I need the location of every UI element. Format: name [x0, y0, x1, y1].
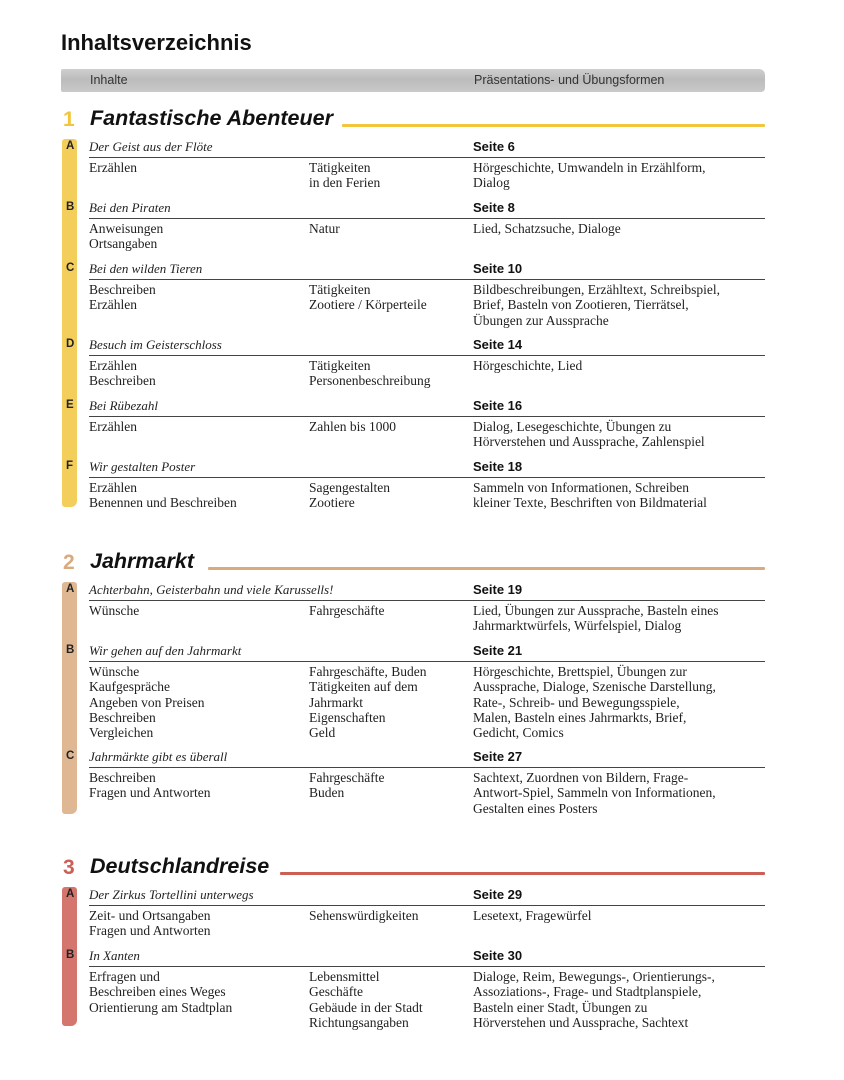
- text-line: Erzählen: [89, 160, 137, 175]
- unit-letter: A: [66, 140, 75, 152]
- text-line: kleiner Texte, Beschriften von Bildmaterial: [473, 495, 707, 511]
- text-line: Hörgeschichte, Brettspiel, Übungen zur: [473, 664, 687, 679]
- text-line: Dialog: [473, 175, 510, 191]
- text-line: Zeit- und Ortsangaben: [89, 908, 211, 923]
- text-line: Tätigkeiten: [309, 160, 371, 175]
- text-line: Assoziations-, Frage- und Stadtplanspiele,: [473, 984, 702, 1000]
- unit-vocabulary: [309, 664, 426, 740]
- text-line: Jahrmarkt: [309, 694, 363, 710]
- unit-exercise-forms: [473, 160, 706, 191]
- text-line: Sehenswürdigkeiten: [309, 908, 419, 923]
- text-line: Gedicht, Comics: [473, 725, 564, 741]
- chapter-number: 3: [63, 856, 75, 879]
- unit-exercise-forms: [473, 419, 705, 450]
- unit-exercise-forms: [473, 282, 720, 328]
- text-line: Benennen und Beschreiben: [89, 495, 237, 511]
- unit-letter: B: [66, 201, 75, 213]
- text-line: Antwort-Spiel, Sammeln von Informationen,: [473, 785, 716, 801]
- unit-vocabulary: [309, 419, 396, 434]
- unit-letter: A: [66, 583, 75, 595]
- unit-divider: [89, 661, 765, 662]
- unit-vocabulary: [309, 480, 390, 511]
- unit-title: Der Zirkus Tortellini unterwegs: [89, 887, 254, 902]
- text-line: Orientierung am Stadtplan: [89, 999, 233, 1015]
- text-line: Anweisungen: [89, 221, 164, 236]
- unit-vocabulary: [309, 908, 418, 923]
- unit-page-number: Seite 18: [473, 459, 523, 474]
- text-line: Hörverstehen und Aussprache, Zahlenspiel: [473, 434, 705, 450]
- text-line: Lied, Schatzsuche, Dialoge: [473, 221, 621, 236]
- text-line: Dialog, Lesegeschichte, Übungen zu: [473, 419, 672, 434]
- text-line: Jahrmarktwürfels, Würfelspiel, Dialog: [473, 618, 682, 634]
- text-line: Lied, Übungen zur Aussprache, Basteln eines: [473, 603, 719, 618]
- unit-divider: [89, 355, 765, 356]
- unit-contents: [89, 160, 137, 175]
- text-line: Beschreiben: [89, 282, 156, 297]
- chapter-rule: [208, 567, 765, 570]
- text-line: Erzählen: [89, 358, 137, 373]
- chapter-color-stripe: [62, 139, 77, 507]
- unit-vocabulary: [309, 282, 427, 313]
- unit-divider: [89, 477, 765, 478]
- text-line: Beschreiben: [89, 373, 156, 389]
- unit-title: Bei den wilden Tieren: [89, 261, 203, 276]
- unit-exercise-forms: [473, 358, 582, 373]
- text-line: Brief, Basteln von Zootieren, Tierrätsel,: [473, 297, 689, 313]
- unit-title: Der Geist aus der Flöte: [89, 139, 213, 154]
- unit-contents: [89, 358, 156, 389]
- unit-letter: A: [66, 888, 75, 900]
- unit-contents: [89, 770, 210, 801]
- unit-title: Bei Rübezahl: [89, 398, 158, 413]
- text-line: Tätigkeiten: [309, 358, 371, 373]
- unit-contents: [89, 664, 204, 740]
- chapter-title: Deutschlandreise: [90, 854, 270, 878]
- text-line: Zahlen bis 1000: [309, 419, 396, 434]
- text-line: Sagengestalten: [309, 480, 390, 495]
- unit-title: In Xanten: [89, 948, 140, 963]
- text-line: Fragen und Antworten: [89, 785, 211, 801]
- text-line: in den Ferien: [309, 175, 381, 191]
- unit-letter: C: [66, 262, 75, 274]
- unit-exercise-forms: [473, 770, 716, 816]
- unit-divider: [89, 416, 765, 417]
- text-line: Tätigkeiten auf dem: [309, 679, 418, 695]
- unit-divider: [89, 767, 765, 768]
- unit-vocabulary: [309, 221, 340, 236]
- unit-letter: B: [66, 949, 75, 961]
- unit-contents: [89, 480, 237, 511]
- chapter-number: 2: [63, 551, 75, 574]
- text-line: Erzählen: [89, 297, 137, 313]
- unit-page-number: Seite 30: [473, 948, 523, 963]
- unit-title: Jahrmärkte gibt es überall: [89, 749, 228, 764]
- column-header-bar: [61, 69, 765, 92]
- unit-page-number: Seite 21: [473, 643, 523, 658]
- text-line: Fragen und Antworten: [89, 923, 211, 939]
- unit-page-number: Seite 6: [473, 139, 515, 154]
- unit-title: Wir gehen auf den Jahrmarkt: [89, 643, 242, 658]
- text-line: Richtungsangaben: [309, 1014, 409, 1030]
- unit-divider: [89, 905, 765, 906]
- unit-page-number: Seite 10: [473, 261, 523, 276]
- unit-page-number: Seite 19: [473, 582, 523, 597]
- text-line: Hörverstehen und Aussprache, Sachtext: [473, 1014, 689, 1030]
- unit-contents: [89, 603, 139, 618]
- text-line: Bildbeschreibungen, Erzähltext, Schreibspiel,: [473, 282, 721, 297]
- text-line: Geschäfte: [309, 984, 363, 1000]
- unit-page-number: Seite 29: [473, 887, 523, 902]
- unit-contents: [89, 419, 137, 434]
- text-line: Sammeln von Informationen, Schreiben: [473, 480, 689, 495]
- unit-letter: B: [66, 644, 75, 656]
- unit-exercise-forms: [473, 969, 715, 1030]
- unit-divider: [89, 600, 765, 601]
- unit-divider: [89, 218, 765, 219]
- text-line: Zootiere / Körperteile: [309, 297, 427, 313]
- unit-vocabulary: [309, 770, 384, 801]
- text-line: Beschreiben: [89, 709, 156, 725]
- unit-vocabulary: [309, 358, 430, 389]
- text-line: Erzählen: [89, 480, 137, 495]
- text-line: Übungen zur Aussprache: [473, 312, 609, 328]
- chapter-title: Fantastische Abenteuer: [90, 106, 333, 130]
- unit-page-number: Seite 27: [473, 749, 523, 764]
- unit-contents: [89, 221, 163, 252]
- text-line: Beschreiben: [89, 770, 156, 785]
- unit-page-number: Seite 16: [473, 398, 523, 413]
- text-line: Eigenschaften: [309, 709, 386, 725]
- unit-divider: [89, 157, 765, 158]
- text-line: Malen, Basteln eines Jahrmarkts, Brief,: [473, 709, 687, 725]
- unit-letter: E: [66, 399, 74, 411]
- header-contents-label: Inhalte: [90, 73, 128, 87]
- text-line: Basteln einer Stadt, Übungen zu: [473, 999, 648, 1015]
- unit-vocabulary: [309, 160, 380, 191]
- unit-contents: [89, 282, 156, 313]
- text-line: Kaufgespräche: [89, 679, 170, 695]
- chapter-rule: [342, 124, 765, 127]
- unit-letter: C: [66, 750, 75, 762]
- text-line: Angeben von Preisen: [89, 694, 205, 710]
- text-line: Natur: [309, 221, 340, 236]
- text-line: Wünsche: [89, 603, 140, 618]
- unit-title: Achterbahn, Geisterbahn und viele Karussells!: [89, 582, 334, 597]
- text-line: Tätigkeiten: [309, 282, 371, 297]
- unit-exercise-forms: [473, 664, 716, 740]
- chapter-number: 1: [63, 108, 75, 131]
- page-title: Inhaltsverzeichnis: [61, 30, 252, 55]
- text-line: Wünsche: [89, 664, 140, 679]
- text-line: Hörgeschichte, Lied: [473, 358, 583, 373]
- text-line: Erzählen: [89, 419, 137, 434]
- text-line: Rate-, Schreib- und Bewegungsspiele,: [473, 694, 680, 710]
- text-line: Hörgeschichte, Umwandeln in Erzählform,: [473, 160, 706, 175]
- unit-letter: D: [66, 338, 75, 350]
- text-line: Beschreiben eines Weges: [89, 984, 226, 1000]
- text-line: Personenbeschreibung: [309, 373, 431, 389]
- unit-vocabulary: [309, 969, 423, 1030]
- text-line: Zootiere: [309, 495, 355, 511]
- unit-divider: [89, 966, 765, 967]
- unit-exercise-forms: [473, 908, 591, 923]
- unit-page-number: Seite 14: [473, 337, 523, 352]
- text-line: Dialoge, Reim, Bewegungs-, Orientierungs-,: [473, 969, 715, 984]
- text-line: Geld: [309, 725, 336, 741]
- text-line: Lebensmittel: [309, 969, 380, 984]
- unit-exercise-forms: [473, 221, 621, 236]
- unit-letter: F: [66, 460, 74, 472]
- text-line: Fahrgeschäfte: [309, 770, 385, 785]
- text-line: Fahrgeschäfte, Buden: [309, 664, 427, 679]
- text-line: Lesetext, Fragewürfel: [473, 908, 592, 923]
- unit-page-number: Seite 8: [473, 200, 515, 215]
- unit-divider: [89, 279, 765, 280]
- unit-title: Besuch im Geisterschloss: [89, 337, 222, 352]
- text-line: Gestalten eines Posters: [473, 800, 598, 816]
- chapter-color-stripe: [62, 582, 77, 814]
- unit-exercise-forms: [473, 603, 719, 634]
- header-forms-label: Präsentations- und Übungsformen: [474, 73, 665, 87]
- text-line: Buden: [309, 785, 345, 801]
- text-line: Gebäude in der Stadt: [309, 999, 423, 1015]
- unit-title: Bei den Piraten: [89, 200, 171, 215]
- text-line: Erfragen und: [89, 969, 160, 984]
- text-line: Aussprache, Dialoge, Szenische Darstellung,: [473, 679, 716, 695]
- chapter-rule: [280, 872, 765, 875]
- text-line: Fahrgeschäfte: [309, 603, 385, 618]
- unit-vocabulary: [309, 603, 384, 618]
- unit-exercise-forms: [473, 480, 707, 511]
- chapter-title: Jahrmarkt: [90, 549, 194, 573]
- text-line: Sachtext, Zuordnen von Bildern, Frage-: [473, 770, 689, 785]
- text-line: Ortsangaben: [89, 236, 158, 252]
- unit-contents: [89, 969, 232, 1015]
- text-line: Vergleichen: [89, 725, 154, 741]
- unit-title: Wir gestalten Poster: [89, 459, 196, 474]
- unit-contents: [89, 908, 210, 939]
